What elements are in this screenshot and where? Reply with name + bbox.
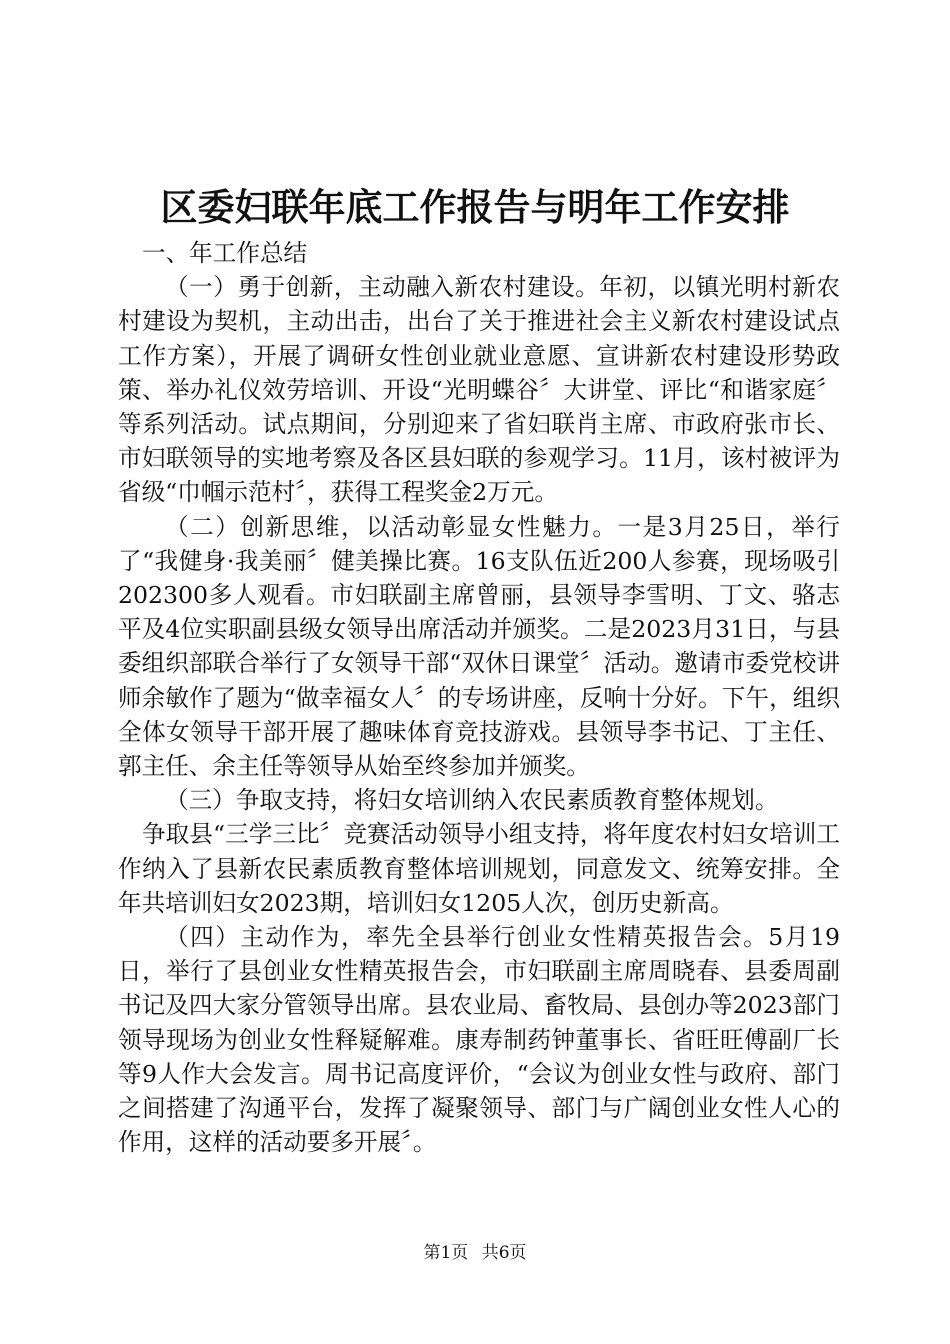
paragraph-1: （一）勇于创新，主动融入新农村建设。年初，以镇光明村新农村建设为契机，主动出击，出台了关于推进社会主义新农村建设试点工作方案），开展了调研女性创业就业意愿、宣讲新农村建设形势政策、举办礼仪效劳培训、开设“光明蝶谷〞大讲堂、评比“和谐家庭〞等系列活动。试点期间，分别迎来了省妇联肖主席、市政府张市长、市妇联领导的实地考察及各区县妇联的参观学习。11月，该村被评为省级“巾帼示范村〞，获得工程奖金2万元。 — [118, 273, 840, 507]
document-body — [118, 236, 840, 1159]
page-footer — [0, 1241, 950, 1265]
page-total: 共6页 — [481, 1243, 527, 1263]
paragraph-4: 争取县“三学三比〞竞赛活动领导小组支持，将年度农村妇女培训工作纳入了县新农民素质教育整体培训规划，同意发文、统筹安排。全年共培训妇女2023期，培训妇女1205人次，创历史新高。 — [118, 820, 840, 917]
section-heading: 一、年工作总结 — [142, 239, 308, 267]
document-title: 区委妇联年底工作报告与明年工作安排 — [160, 185, 790, 229]
page-number: 第1页 — [423, 1243, 469, 1263]
paragraph-5: （四）主动作为，率先全县举行创业女性精英报告会。5月19日，举行了县创业女性精英报告会，市妇联副主席周晓春、县委周副书记及四大家分管领导出席。县农业局、畜牧局、县创办等2023部门领导现场为创业女性释疑解难。康寿制药钟董事长、省旺旺傅副厂长等9人作大会发言。周书记高度评价，“会议为创业女性与政府、部门之间搭建了沟通平台，发挥了凝聚领导、部门与广阔创业女性人心的作用，这样的活动要多开展〞。 — [118, 923, 840, 1157]
paragraph-2: （二）创新思维，以活动彰显女性魅力。一是3月25日，举行了“我健身·我美丽〞健美操比赛。16支队伍近200人参赛，现场吸引202300多人观看。市妇联副主席曾丽，县领导李雪明、丁文、骆志平及4位实职副县级女领导出席活动并颁奖。二是2023月31日，与县委组织部联合举行了女领导干部“双休日课堂〞活动。邀请市委党校讲师余敏作了题为“做幸福女人〞的专场讲座，反响十分好。下午，组织全体女领导干部开展了趣味体育竞技游戏。县领导李书记、丁主任、郭主任、余主任等领导从始至终参加并颁奖。 — [118, 512, 840, 781]
paragraph-3: （三）争取支持，将妇女培训纳入农民素质教育整体规划。 — [165, 786, 779, 815]
